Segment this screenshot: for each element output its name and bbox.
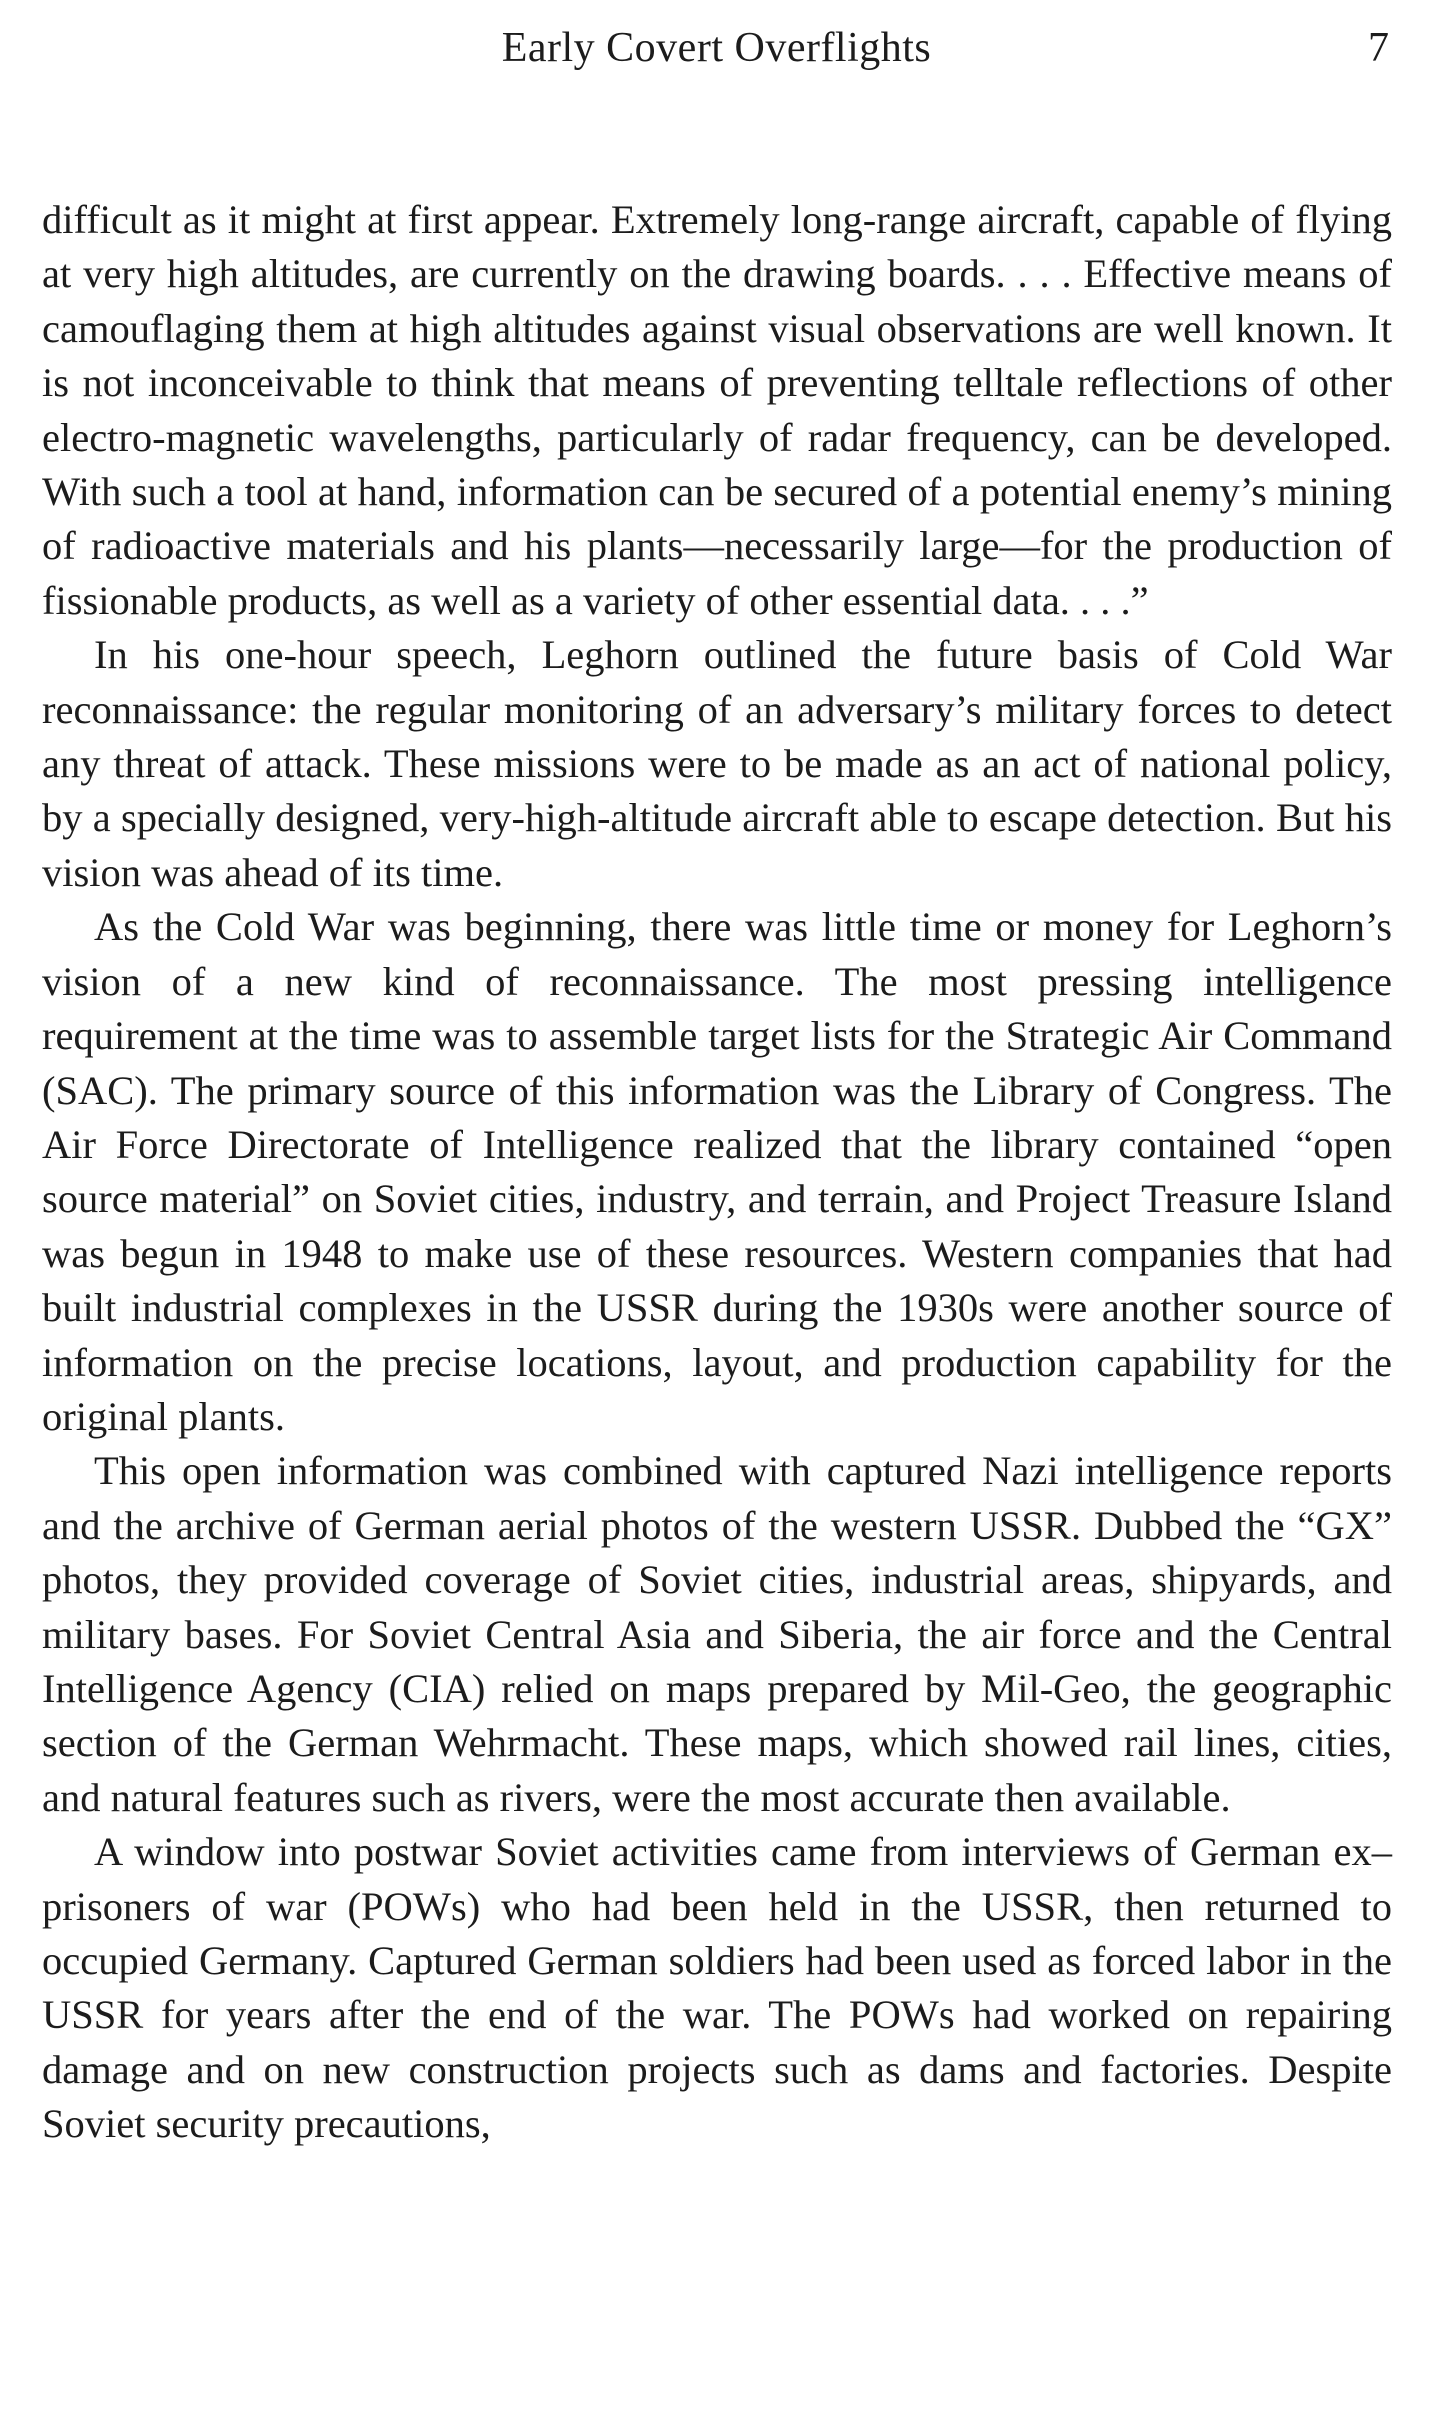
body-text xyxy=(42,193,1392,2152)
paragraph: As the Cold War was beginning, there was little time or money for Leghorn’s vision of a new kind of reconnaissance. The most pressing intelligence requirement at the time was to assemble target lists for the Strategic Air Command (SAC). The primary source of this information was the Library of Congress. The Air Force Directorate of Intelligence realized that the library contained “open source material” on Soviet cities, industry, and terrain, and Project Treasure Island was begun in 1948 to make use of these resources. Western companies that had built industrial complexes in the USSR during the 1930s were another source of information on the precise locations, layout, and production capability for the original plants. xyxy=(42,904,1392,1439)
running-head xyxy=(0,18,1433,78)
paragraph: A window into postwar Soviet activities came from interviews of German ex–prisoners of war (POWs) who had been held in the USSR, then returned to occupied Germany. Captured German soldiers had been used as forced labor in the USSR for years after the end of the war. The POWs had worked on repairing damage and on new construction projects such as dams and factories. Despite Soviet security precautions, xyxy=(42,1829,1392,2147)
running-title: Early Covert Overflights xyxy=(501,25,932,71)
paragraph: In his one-hour speech, Leghorn outlined the future basis of Cold War reconnaissance: the regular monitoring of an adversary’s military forces to detect any threat of attack. These missions were to be made as an act of national policy, by a specially designed, very-high-altitude aircraft able to escape detection. But his vision was ahead of its time. xyxy=(42,632,1392,895)
paragraph-continued: difficult as it might at first appear. Extremely long-range aircraft, capable of flying at very high altitudes, are currently on the drawing boards. . . . Effective means of camouflaging them at high altitudes against visual observations are well known. It is not inconceivable to think that means of preventing telltale reflections of other electro-magnetic wavelengths, particularly of radar frequency, can be developed. With such a tool at hand, information can be secured of a potential enemy’s mining of radioactive materials and his plants—necessarily large—for the production of fissionable products, as well as a variety of other essential data. . . .” xyxy=(42,197,1392,623)
page-number: 7 xyxy=(1368,25,1389,71)
paragraph: This open information was combined with captured Nazi intelligence reports and the archive of German aerial photos of the western USSR. Dubbed the “GX” photos, they provided coverage of Soviet cities, industrial areas, shipyards, and military bases. For Soviet Central Asia and Siberia, the air force and the Central Intelligence Agency (CIA) relied on maps prepared by Mil-Geo, the geographic section of the German Wehrmacht. These maps, which showed rail lines, cities, and natural features such as rivers, were the most accurate then available. xyxy=(42,1448,1392,1820)
